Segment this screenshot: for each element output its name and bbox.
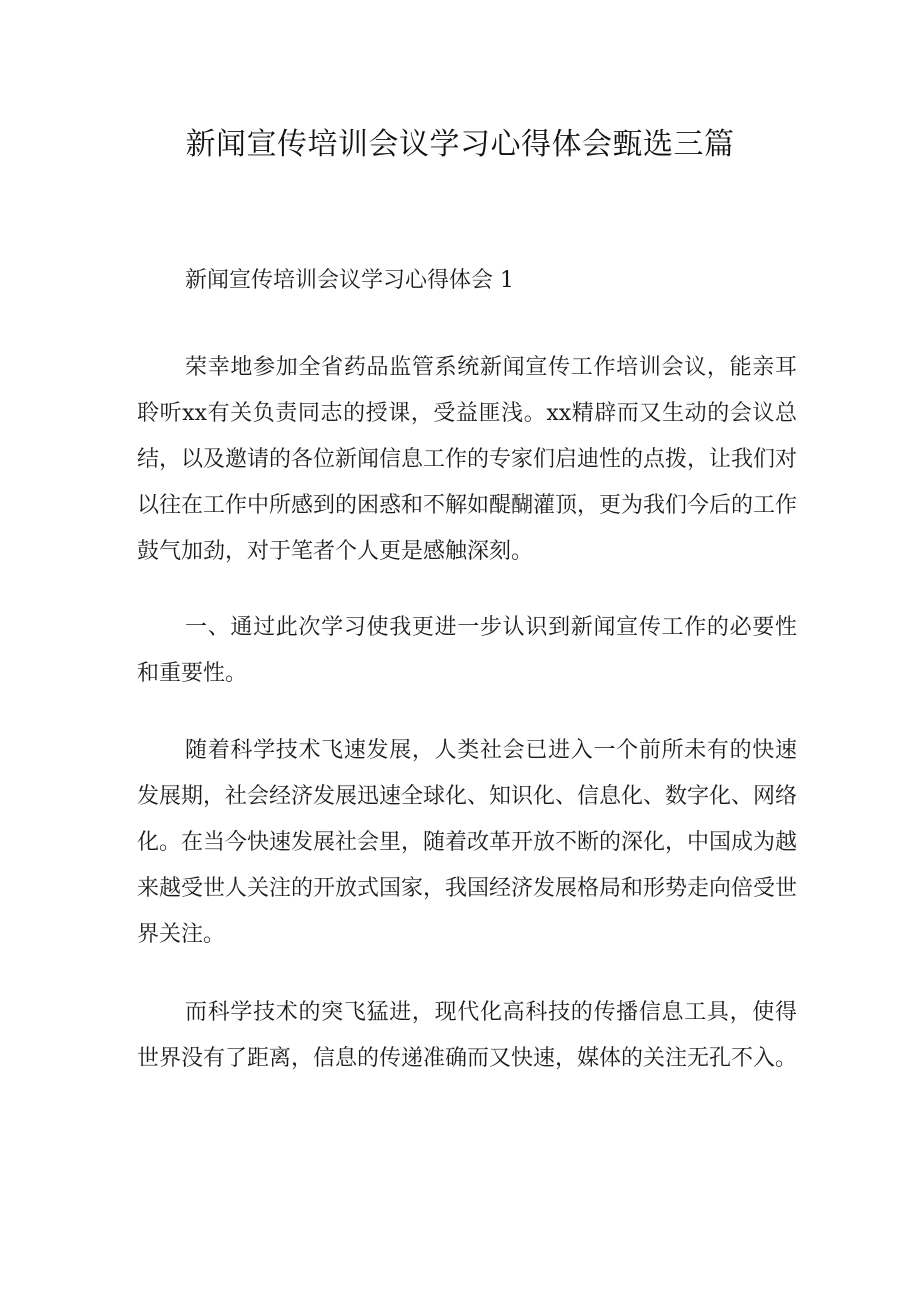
paragraph-2: 一、通过此次学习使我更进一步认识到新闻宣传工作的必要性和重要性。 <box>137 615 797 686</box>
section-subtitle: 新闻宣传培训会议学习心得体会 1 <box>185 268 514 293</box>
paragraph-1: 荣幸地参加全省药品监管系统新闻宣传工作培训会议，能亲耳聆听xx有关负责同志的授课，受益匪浅。xx精辟而又生动的会议总结，以及邀请的各位新闻信息工作的专家们启迪性的点拨，让我们对以往在工作中所感到的困惑和不解如醍醐灌顶，更为我们今后的工作鼓气加劲，对于笔者个人更是感触深刻。 <box>137 355 798 564</box>
document-title: 新闻宣传培训会议学习心得体会甄选三篇 <box>185 127 735 162</box>
paragraph-4: 而科学技术的突飞猛进，现代化高科技的传播信息工具，使得世界没有了距离，信息的传递准确而又快速，媒体的关注无孔不入。 <box>137 1000 798 1071</box>
paragraph-3: 随着科学技术飞速发展，人类社会已进入一个前所未有的快速发展期，社会经济发展迅速全球化、知识化、信息化、数字化、网络化。在当今快速发展社会里，随着改革开放不断的深化，中国成为越来越受世人关注的开放式国家，我国经济发展格局和形势走向倍受世界关注。 <box>137 738 798 947</box>
